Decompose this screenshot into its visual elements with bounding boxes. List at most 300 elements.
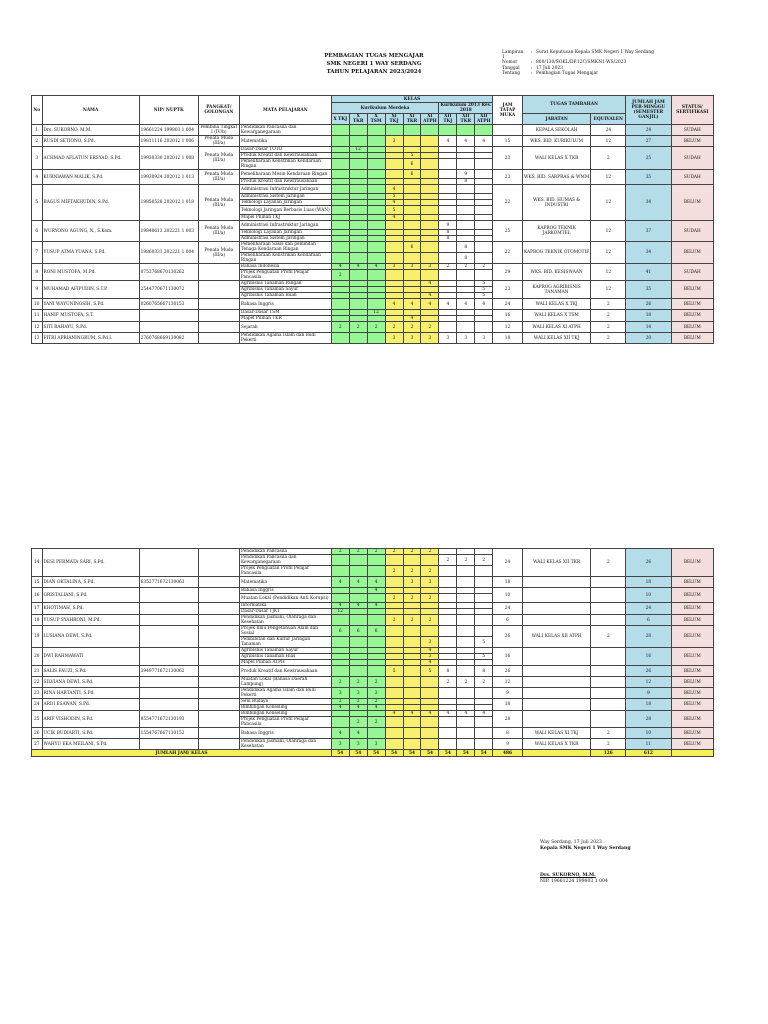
title-line: TAHUN PELAJARAN 2023/2024 <box>326 69 422 75</box>
cell-pangkat <box>198 626 239 648</box>
cell-jam-kelas: 8 <box>457 253 475 264</box>
cell-jam-kelas <box>475 577 493 588</box>
cell-jam-kelas <box>457 125 475 136</box>
cell-jam-kelas: 4 <box>349 264 367 270</box>
cell-no: 25 <box>32 711 43 728</box>
cell-mapel: Agribisnis Tanaman Pangan <box>239 281 331 287</box>
cell-jam-kelas: 2 <box>403 322 421 333</box>
table-row <box>32 677 714 688</box>
cell-jam-kelas <box>439 270 457 281</box>
cell-nip: 19840613 202221 1 003 <box>139 221 198 242</box>
cell-jam-kelas: 2 <box>349 677 367 688</box>
cell-jabatan <box>522 615 591 626</box>
cell-jam-kelas <box>421 270 439 281</box>
cell-status: SUDAH <box>671 221 713 242</box>
cell-nama: YUSUP SYAHRONI, M.Pd. <box>42 615 139 626</box>
cell-mapel: Agribisnis Tanaman Hias <box>239 654 331 660</box>
cell-nip <box>139 603 198 615</box>
col-nama: NAMA <box>42 96 139 125</box>
cell-jam-kelas <box>331 170 349 179</box>
cell-jam-kelas: 4 <box>385 711 403 717</box>
cell-jumlah: 28 <box>626 626 671 648</box>
cell-jam-kelas: 3 <box>367 739 385 750</box>
cell-nama: DIAN OKTALINA, S.Pd. <box>42 577 139 588</box>
cell-nama: UCIK BUDIARTI, S.Pd. <box>42 728 139 739</box>
cell-jam-kelas <box>331 206 349 215</box>
col-kurmer: Kurikulum Merdeka <box>331 103 439 114</box>
cell-jumlah: 37 <box>626 221 671 242</box>
cell-jumlah: 14 <box>626 322 671 333</box>
cell-jam-kelas: 4 <box>385 185 403 194</box>
table-row <box>32 739 714 750</box>
cell-jam-kelas: 4 <box>475 136 493 147</box>
cell-jam-tatap: 9 <box>493 739 523 750</box>
cell-nama: SALIS FAUZI, S.Pd. <box>42 666 139 677</box>
cell-jam-kelas <box>439 185 457 194</box>
cell-jam-kelas <box>421 221 439 230</box>
cell-status: BELUM <box>671 666 713 677</box>
cell-jam-tatap: 9 <box>493 688 523 699</box>
cell-jabatan <box>522 577 591 588</box>
cell-jam-tatap: 23 <box>493 147 523 170</box>
cell-jam-kelas <box>331 136 349 147</box>
cell-jam-kelas <box>385 637 403 648</box>
cell-jam-kelas <box>403 717 421 728</box>
cell-jabatan: WALI KELAS XI ATPH <box>522 322 591 333</box>
cell-jam-kelas <box>457 637 475 648</box>
cell-status: BELUM <box>671 242 713 264</box>
cell-jam-kelas: 2 <box>331 677 349 688</box>
cell-mapel: Bahasa Inggris <box>239 299 331 310</box>
cell-equivalen: 2 <box>591 147 626 170</box>
cell-jam-kelas: 4 <box>331 705 349 711</box>
cell-mapel: Produk Kreatif dan Kewirausahaan <box>239 179 331 185</box>
cell-jam-kelas <box>349 253 367 264</box>
cell-mapel: Matematika <box>239 136 331 147</box>
cell-jam-kelas: 2 <box>367 677 385 688</box>
cell-jam-tatap: 18 <box>493 699 523 711</box>
cell-jam-kelas <box>421 626 439 637</box>
cell-mapel: Pendidikan Jasmani, Olahraga dan Kesehatan <box>239 615 331 626</box>
cell-mapel: Bahasa Inggris <box>239 728 331 739</box>
table-row <box>32 125 714 136</box>
cell-jam-kelas <box>367 594 385 603</box>
cell-no: 9 <box>32 281 43 299</box>
cell-jam-kelas <box>367 637 385 648</box>
cell-jam-kelas <box>475 615 493 626</box>
table-row <box>32 299 714 310</box>
cell-jam-kelas <box>457 270 475 281</box>
col-kelas-name: X TSM <box>367 114 385 125</box>
cell-mapel: Administrasi Sistem Jaringan <box>239 236 331 242</box>
cell-nip <box>139 699 198 711</box>
cell-jam-kelas <box>403 666 421 677</box>
table-row <box>32 333 714 344</box>
cell-pangkat <box>198 699 239 711</box>
col-jam-tatap: JAM TATAP MUKA <box>493 96 523 125</box>
cell-jam-kelas <box>367 270 385 281</box>
cell-equivalen <box>591 615 626 626</box>
cell-jam-kelas: 5 <box>385 206 403 215</box>
cell-jam-kelas <box>367 221 385 230</box>
cell-no: 3 <box>32 147 43 170</box>
cell-jam-kelas: 6 <box>331 626 349 637</box>
cell-nama: FITRI APRIANINGRUM, S.Pd.I. <box>42 333 139 344</box>
cell-jabatan: WALI KELAS XI TKJ <box>522 728 591 739</box>
cell-equivalen: 12 <box>591 185 626 221</box>
cell-jam-kelas <box>385 677 403 688</box>
cell-jabatan: KAPROG AGRIBISNIS TANAMAN <box>522 281 591 299</box>
cell-jam-kelas <box>349 206 367 215</box>
cell-jam-kelas: 3 <box>349 688 367 699</box>
cell-jam-kelas: 2 <box>331 270 349 281</box>
cell-pangkat <box>198 577 239 588</box>
cell-pangkat <box>198 666 239 677</box>
cell-jam-kelas: 4 <box>439 299 457 310</box>
cell-jam-kelas <box>421 253 439 264</box>
cell-jabatan: WALI KELAS X TKR <box>522 147 591 170</box>
cell-equivalen: 12 <box>591 281 626 299</box>
cell-pangkat <box>198 322 239 333</box>
cell-status: BELUM <box>671 588 713 603</box>
col-kelas-name: XI TKJ <box>385 114 403 125</box>
cell-status: BELUM <box>671 136 713 147</box>
cell-jam-kelas: 4 <box>421 299 439 310</box>
cell-mapel: Projek Penguatan Profil Pelajar Pancasila <box>239 270 331 281</box>
cell-jam-kelas: 2 <box>439 555 457 566</box>
cell-jam-kelas <box>331 333 349 344</box>
lampiran-block: Lampiran 1 : Surat Keputusan Kepala SMK Negeri 1 Way Serdang Nomor : 800/130/SOKL/DP.12C/SMKN1-WS/2023 Tanggal : 17 Juli 2023 Tentang : Pembagian Tugas Mengajar <box>502 50 654 76</box>
cell-nip <box>139 549 198 577</box>
cell-nama: Drs. SUKORNO, M.M. <box>42 125 139 136</box>
cell-jam-tatap: 24 <box>493 299 523 310</box>
total-jam-kelas: 54 <box>403 750 421 757</box>
cell-jam-kelas: 4 <box>367 705 385 711</box>
cell-jam-kelas <box>439 717 457 728</box>
cell-jam-kelas <box>457 185 475 194</box>
cell-nip <box>139 677 198 688</box>
table-row <box>32 688 714 699</box>
cell-status: BELUM <box>671 185 713 221</box>
cell-jabatan <box>522 666 591 677</box>
cell-equivalen: 12 <box>591 136 626 147</box>
col-status: STATUS/ SERTIFIKASI <box>671 96 713 125</box>
cell-nama: RUSDI SETIONO, S.Pd. <box>42 136 139 147</box>
cell-jam-kelas <box>475 206 493 215</box>
cell-mapel: Administrasi Infrastruktur Jaringan <box>239 221 331 230</box>
cell-jam-kelas <box>403 206 421 215</box>
cell-jam-kelas: 2 <box>421 322 439 333</box>
cell-jam-kelas <box>475 717 493 728</box>
cell-status: SUDAH <box>671 147 713 170</box>
cell-nama: LUSIANA DEWI, S.Pd. <box>42 626 139 648</box>
total-jam-kelas: 54 <box>349 750 367 757</box>
cell-jam-kelas: 2 <box>421 549 439 555</box>
cell-jam-kelas <box>421 688 439 699</box>
cell-status: SUDAH <box>671 125 713 136</box>
cell-mapel: Sejarah <box>239 322 331 333</box>
cell-status: BELUM <box>671 688 713 699</box>
cell-jam-kelas: 2 <box>457 555 475 566</box>
cell-jam-kelas: 5 <box>385 194 403 200</box>
cell-jam-kelas <box>385 221 403 230</box>
cell-jam-kelas <box>457 739 475 750</box>
cell-jam-kelas: 4 <box>367 264 385 270</box>
cell-mapel: Pendidikan Jasmani, Olahraga dan Kesehatan <box>239 739 331 750</box>
cell-jam-kelas: 12 <box>331 609 349 615</box>
cell-jam-kelas: 4 <box>331 603 349 609</box>
cell-jam-kelas: 8 <box>439 666 457 677</box>
cell-equivalen: 12 <box>591 221 626 242</box>
cell-jam-kelas <box>421 206 439 215</box>
cell-jam-kelas: 4 <box>421 660 439 666</box>
cell-jam-kelas <box>403 677 421 688</box>
cell-jam-kelas <box>331 242 349 253</box>
cell-jam-kelas <box>475 688 493 699</box>
cell-equivalen: 2 <box>591 310 626 322</box>
cell-jumlah: 27 <box>626 136 671 147</box>
cell-jam-kelas <box>385 270 403 281</box>
cell-status: BELUM <box>671 577 713 588</box>
cell-jam-kelas <box>349 566 367 577</box>
col-jabatan: JABATAN <box>522 114 591 125</box>
cell-equivalen <box>591 688 626 699</box>
cell-jam-kelas <box>457 626 475 637</box>
cell-jumlah: 10 <box>626 588 671 603</box>
cell-mapel: Seni Budaya <box>239 699 331 705</box>
cell-jam-tatap: 25 <box>493 221 523 242</box>
cell-mapel: Dasar-Dasar TSM <box>239 310 331 316</box>
cell-jabatan: WKS. BID. HUMAS & INDUSTRI <box>522 185 591 221</box>
cell-jam-kelas <box>349 666 367 677</box>
cell-jam-kelas: 3 <box>421 577 439 588</box>
cell-jam-tatap: 29 <box>493 264 523 281</box>
cell-no: 5 <box>32 185 43 221</box>
cell-jabatan: WALI KELAS X TKJ <box>522 299 591 310</box>
cell-mapel: Informatika <box>239 603 331 609</box>
cell-mapel: Pendidikan Agama Islam dan Budi Pekerti <box>239 333 331 344</box>
cell-pangkat <box>198 739 239 750</box>
cell-pangkat <box>198 688 239 699</box>
cell-status: BELUM <box>671 728 713 739</box>
signature-role: Kepala SMK Negeri 1 Way Serdang <box>540 846 631 851</box>
cell-jam-kelas: 5 <box>385 666 403 677</box>
cell-jam-kelas <box>475 322 493 333</box>
cell-status: BELUM <box>671 648 713 666</box>
cell-jabatan: KEPALA SEKOLAH <box>522 125 591 136</box>
cell-jam-kelas: 6 <box>367 626 385 637</box>
cell-jam-kelas <box>403 253 421 264</box>
cell-jam-kelas <box>367 615 385 626</box>
cell-jam-kelas <box>331 566 349 577</box>
cell-jam-kelas: 2 <box>385 615 403 626</box>
cell-jam-kelas: 2 <box>403 549 421 555</box>
cell-jam-kelas: 4 <box>421 648 439 654</box>
cell-mapel: Bimbingan Konseling <box>239 705 331 711</box>
cell-jam-kelas <box>367 159 385 170</box>
cell-jam-kelas <box>349 242 367 253</box>
cell-jabatan: WKS. BID. KESISWAAN <box>522 264 591 281</box>
cell-jam-kelas <box>475 125 493 136</box>
cell-jam-kelas: 2 <box>349 699 367 705</box>
cell-jam-kelas: 5 <box>475 287 493 293</box>
cell-jam-kelas <box>457 728 475 739</box>
cell-jam-tatap: 15 <box>493 136 523 147</box>
cell-jam-kelas: 2 <box>475 677 493 688</box>
table-row <box>32 185 714 194</box>
cell-mapel: Pendidikan Agama Islam dan Budi Pekerti <box>239 688 331 699</box>
cell-jam-kelas <box>403 221 421 230</box>
cell-jam-kelas: 2 <box>385 549 403 555</box>
cell-nama: RONI MUSTOFA, M.Pd. <box>42 264 139 281</box>
lampiran-value: 800/130/SOKL/DP.12C/SMKN1-WS/2023 <box>536 60 627 66</box>
cell-equivalen: 12 <box>591 242 626 264</box>
cell-mapel: Pembibitan dan Kultur Jaringan Tanaman <box>239 637 331 648</box>
cell-status: BELUM <box>671 322 713 333</box>
cell-jam-kelas: 2 <box>421 566 439 577</box>
cell-jumlah: 12 <box>626 677 671 688</box>
cell-jam-kelas <box>457 688 475 699</box>
cell-nama: ACHMAD AFLATUN ERSYAD, S.Pd. <box>42 147 139 170</box>
cell-jam-tatap: 16 <box>493 648 523 666</box>
cell-nip: 19930924 202012 1 013 <box>139 170 198 185</box>
cell-no: 22 <box>32 677 43 688</box>
cell-jam-kelas <box>331 717 349 728</box>
cell-nip <box>139 739 198 750</box>
cell-pangkat <box>198 264 239 281</box>
cell-mapel: Mapel Pilihan ATPH <box>239 660 331 666</box>
cell-nip: 19811116 202012 1 006 <box>139 136 198 147</box>
cell-mapel: Administrasi Sistem Jaringan <box>239 194 331 200</box>
cell-jam-kelas <box>349 637 367 648</box>
cell-jam-kelas: 3 <box>331 739 349 750</box>
cell-jam-kelas <box>457 615 475 626</box>
cell-jam-kelas: 3 <box>421 333 439 344</box>
cell-jam-kelas: 4 <box>439 711 457 717</box>
cell-jam-kelas <box>475 221 493 230</box>
cell-jam-kelas: 3 <box>385 136 403 147</box>
cell-jam-kelas <box>475 594 493 603</box>
col-pangkat: PANGKAT/ GOLONGAN <box>198 96 239 125</box>
cell-no: 14 <box>32 549 43 577</box>
cell-jam-kelas <box>367 206 385 215</box>
cell-equivalen <box>591 577 626 588</box>
cell-pangkat <box>198 677 239 688</box>
col-jumlah: JUMLAH JAM PER-MINGGU (SEMESTER GANJIL) <box>626 96 671 125</box>
cell-jumlah: 11 <box>626 739 671 750</box>
lampiran-value: Pembagian Tugas Mengajar <box>536 70 599 76</box>
cell-jam-kelas: 4 <box>331 264 349 270</box>
cell-pangkat: Penata Muda (III/a) <box>198 242 239 264</box>
cell-mapel: Bahasa Indonesia <box>239 264 331 270</box>
cell-jam-kelas <box>385 253 403 264</box>
cell-nip: 0260765667130153 <box>139 299 198 310</box>
cell-jam-kelas: 4 <box>349 728 367 739</box>
cell-jam-kelas <box>403 637 421 648</box>
cell-jam-kelas <box>439 739 457 750</box>
cell-jam-kelas <box>439 206 457 215</box>
lampiran-key: Nomor <box>502 60 518 66</box>
cell-equivalen: 24 <box>591 125 626 136</box>
cell-jam-kelas <box>349 594 367 603</box>
cell-mapel: Bahasa Inggris <box>239 588 331 594</box>
cell-nip <box>139 588 198 603</box>
cell-nama: DESI PERMATA SARI, S.Pd. <box>42 549 139 577</box>
total-jumlah: 612 <box>626 750 671 757</box>
total-jam-kelas: 54 <box>475 750 493 757</box>
cell-jam-kelas: 4 <box>439 136 457 147</box>
cell-jam-kelas <box>403 728 421 739</box>
cell-jam-kelas <box>439 728 457 739</box>
cell-jam-kelas: 2 <box>457 264 475 270</box>
cell-jam-tatap: 23 <box>493 281 523 299</box>
cell-jam-kelas <box>403 555 421 566</box>
cell-mapel: Teknologi Layanan Jaringan <box>239 200 331 206</box>
cell-nip: 19850528 202012 1 018 <box>139 185 198 221</box>
cell-mapel: Bimbingan Konseling <box>239 711 331 717</box>
total-label: JUMLAH JAM/ KELAS <box>32 750 332 757</box>
col-mapel: MATA PELAJARAN <box>239 96 331 125</box>
cell-jam-kelas: 2 <box>385 594 403 603</box>
cell-pangkat <box>198 648 239 666</box>
cell-no: 7 <box>32 242 43 264</box>
cell-mapel: Teknologi Layanan Jaringan <box>239 230 331 236</box>
cell-jam-tatap: 12 <box>493 677 523 688</box>
cell-jam-kelas <box>457 159 475 170</box>
cell-jumlah: 35 <box>626 281 671 299</box>
cell-nip: 19860331 202221 1 004 <box>139 242 198 264</box>
total-equivalen: 126 <box>591 750 626 757</box>
cell-no: 1 <box>32 125 43 136</box>
cell-jam-tatap: 18 <box>493 577 523 588</box>
cell-no: 21 <box>32 666 43 677</box>
table-row <box>32 242 714 253</box>
cell-nama: MUHAMAD AFIPUDIN, S.T.P. <box>42 281 139 299</box>
cell-jam-kelas <box>421 185 439 194</box>
cell-nama: KURNIAWAN MALIK, S.Pd. <box>42 170 139 185</box>
cell-jam-kelas <box>331 185 349 194</box>
lampiran-key: Tentang <box>502 70 521 76</box>
cell-mapel: Pemeliharaan Sasis dan pemindah Tenaga Kendaraan Ringan <box>239 242 331 253</box>
cell-jam-kelas: 8 <box>457 179 475 185</box>
cell-jam-kelas: 5 <box>475 281 493 287</box>
cell-jam-kelas: 3 <box>403 333 421 344</box>
cell-jam-kelas: 2 <box>421 615 439 626</box>
table-row <box>32 577 714 588</box>
cell-no: 11 <box>32 310 43 322</box>
cell-jam-kelas <box>367 333 385 344</box>
cell-nip: 9554771672130193 <box>139 711 198 728</box>
cell-jabatan: WALI KELAS XII TKR <box>522 549 591 577</box>
lampiran-value: Surat Keputusan Kepala SMK Negeri 1 Way Serdang <box>536 50 654 55</box>
table-row <box>32 626 714 637</box>
cell-jumlah: 9 <box>626 688 671 699</box>
cell-jam-kelas <box>349 125 367 136</box>
cell-jam-kelas <box>367 125 385 136</box>
cell-jam-kelas <box>331 221 349 230</box>
col-kelas-name: X TKJ <box>331 114 349 125</box>
cell-mapel: Dasar-Dasar TJKT <box>239 609 331 615</box>
cell-nip <box>139 615 198 626</box>
cell-jam-tatap: 16 <box>493 310 523 322</box>
cell-jam-kelas <box>367 728 385 739</box>
teaching-table-bottom <box>31 548 714 757</box>
cell-jam-tatap: 22 <box>493 185 523 221</box>
cell-jam-kelas: 9 <box>439 221 457 230</box>
cell-jumlah: 35 <box>626 170 671 185</box>
cell-nama: KHOTIMAH, S.Pd. <box>42 603 139 615</box>
cell-pangkat <box>198 299 239 310</box>
